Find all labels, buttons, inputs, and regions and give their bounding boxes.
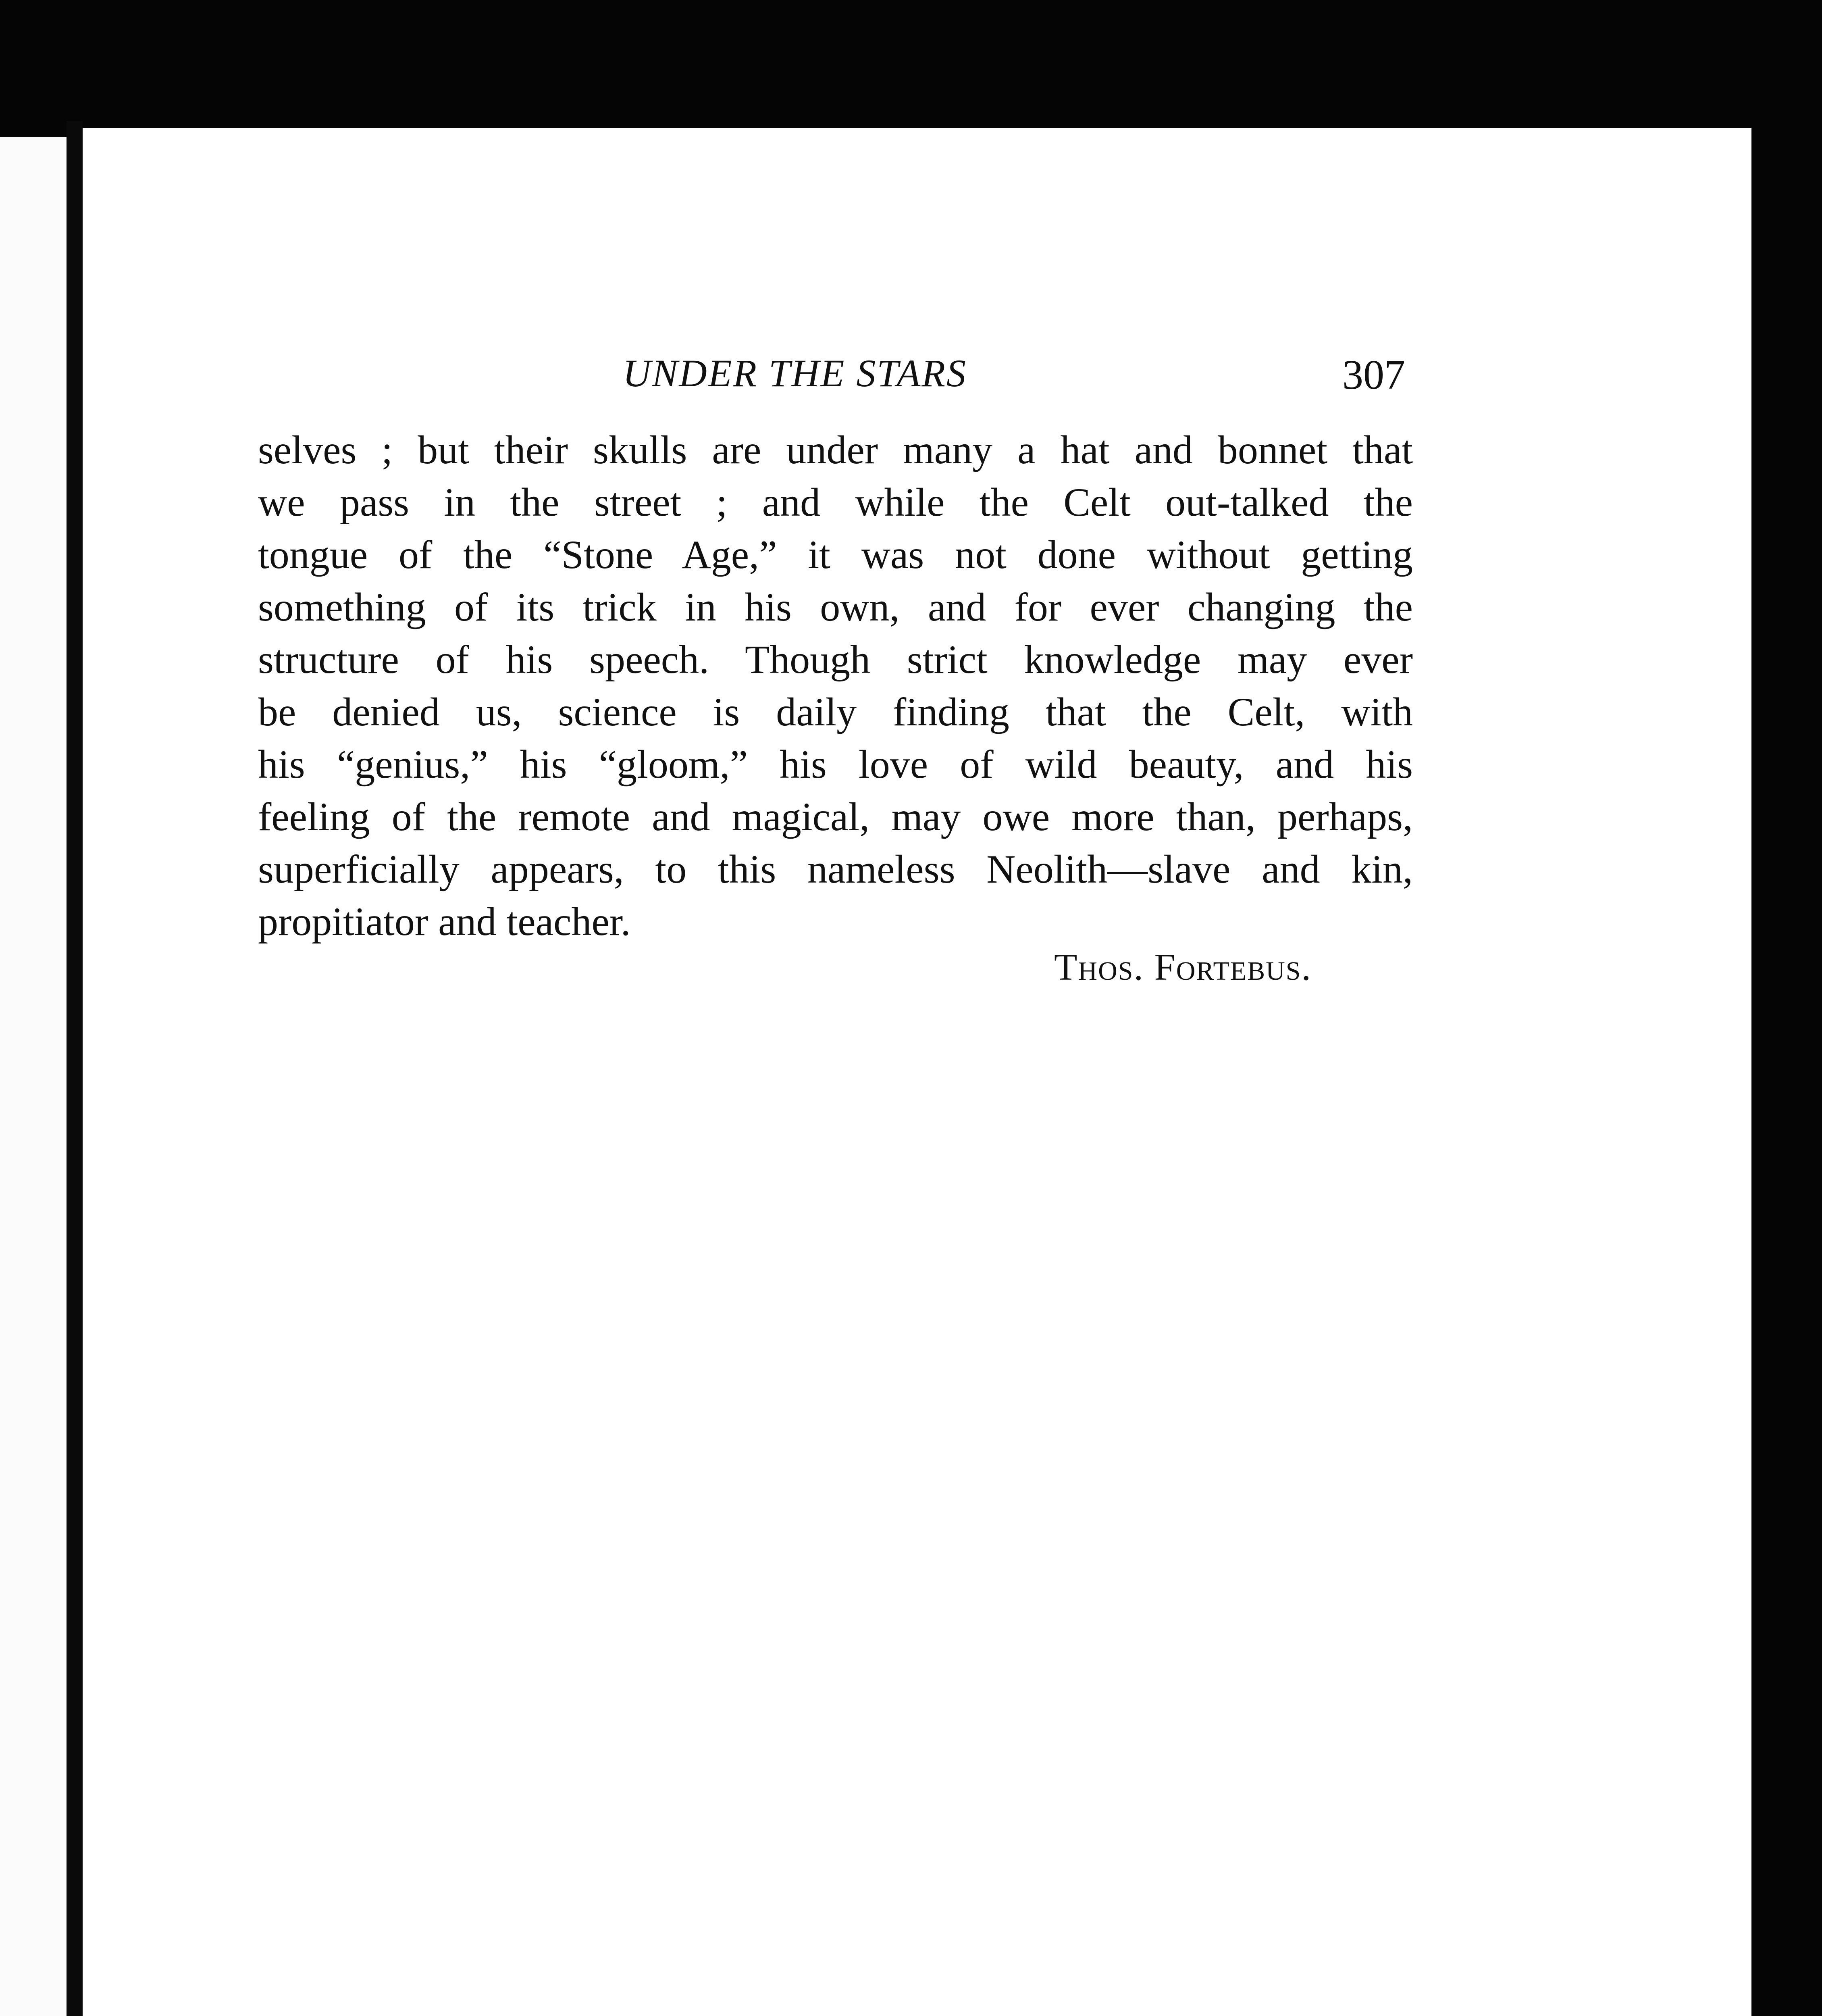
author-signature: Thos. Fortebus. xyxy=(1054,946,1312,988)
facing-page-edge xyxy=(0,137,67,2016)
running-title: UNDER THE STARS xyxy=(623,352,967,395)
book-page xyxy=(83,128,1751,2016)
text-line: structure of his speech. Though strict knowledge may ever xyxy=(258,637,1413,682)
text-line: feeling of the remote and magical, may owe more than, perhaps, xyxy=(258,794,1413,839)
body-text xyxy=(258,424,1413,948)
text-line: selves ; but their skulls are under many a hat and bonnet that xyxy=(258,427,1413,472)
book-gutter xyxy=(67,121,83,2016)
text-line: superficially appears, to this nameless Neolith—slave and kin, xyxy=(258,847,1413,891)
text-line: be denied us, science is daily finding that the Celt, with xyxy=(258,689,1413,734)
text-line: propitiator and teacher. xyxy=(258,899,631,944)
text-line: tongue of the “Stone Age,” it was not done without getting xyxy=(258,532,1413,577)
page-number: 307 xyxy=(1342,352,1405,398)
text-line: we pass in the street ; and while the Celt out-talked the xyxy=(258,480,1413,525)
text-line: something of its trick in his own, and for ever changing the xyxy=(258,585,1413,629)
running-head xyxy=(83,351,1751,407)
text-line: his “genius,” his “gloom,” his love of wild beauty, and his xyxy=(258,742,1413,787)
